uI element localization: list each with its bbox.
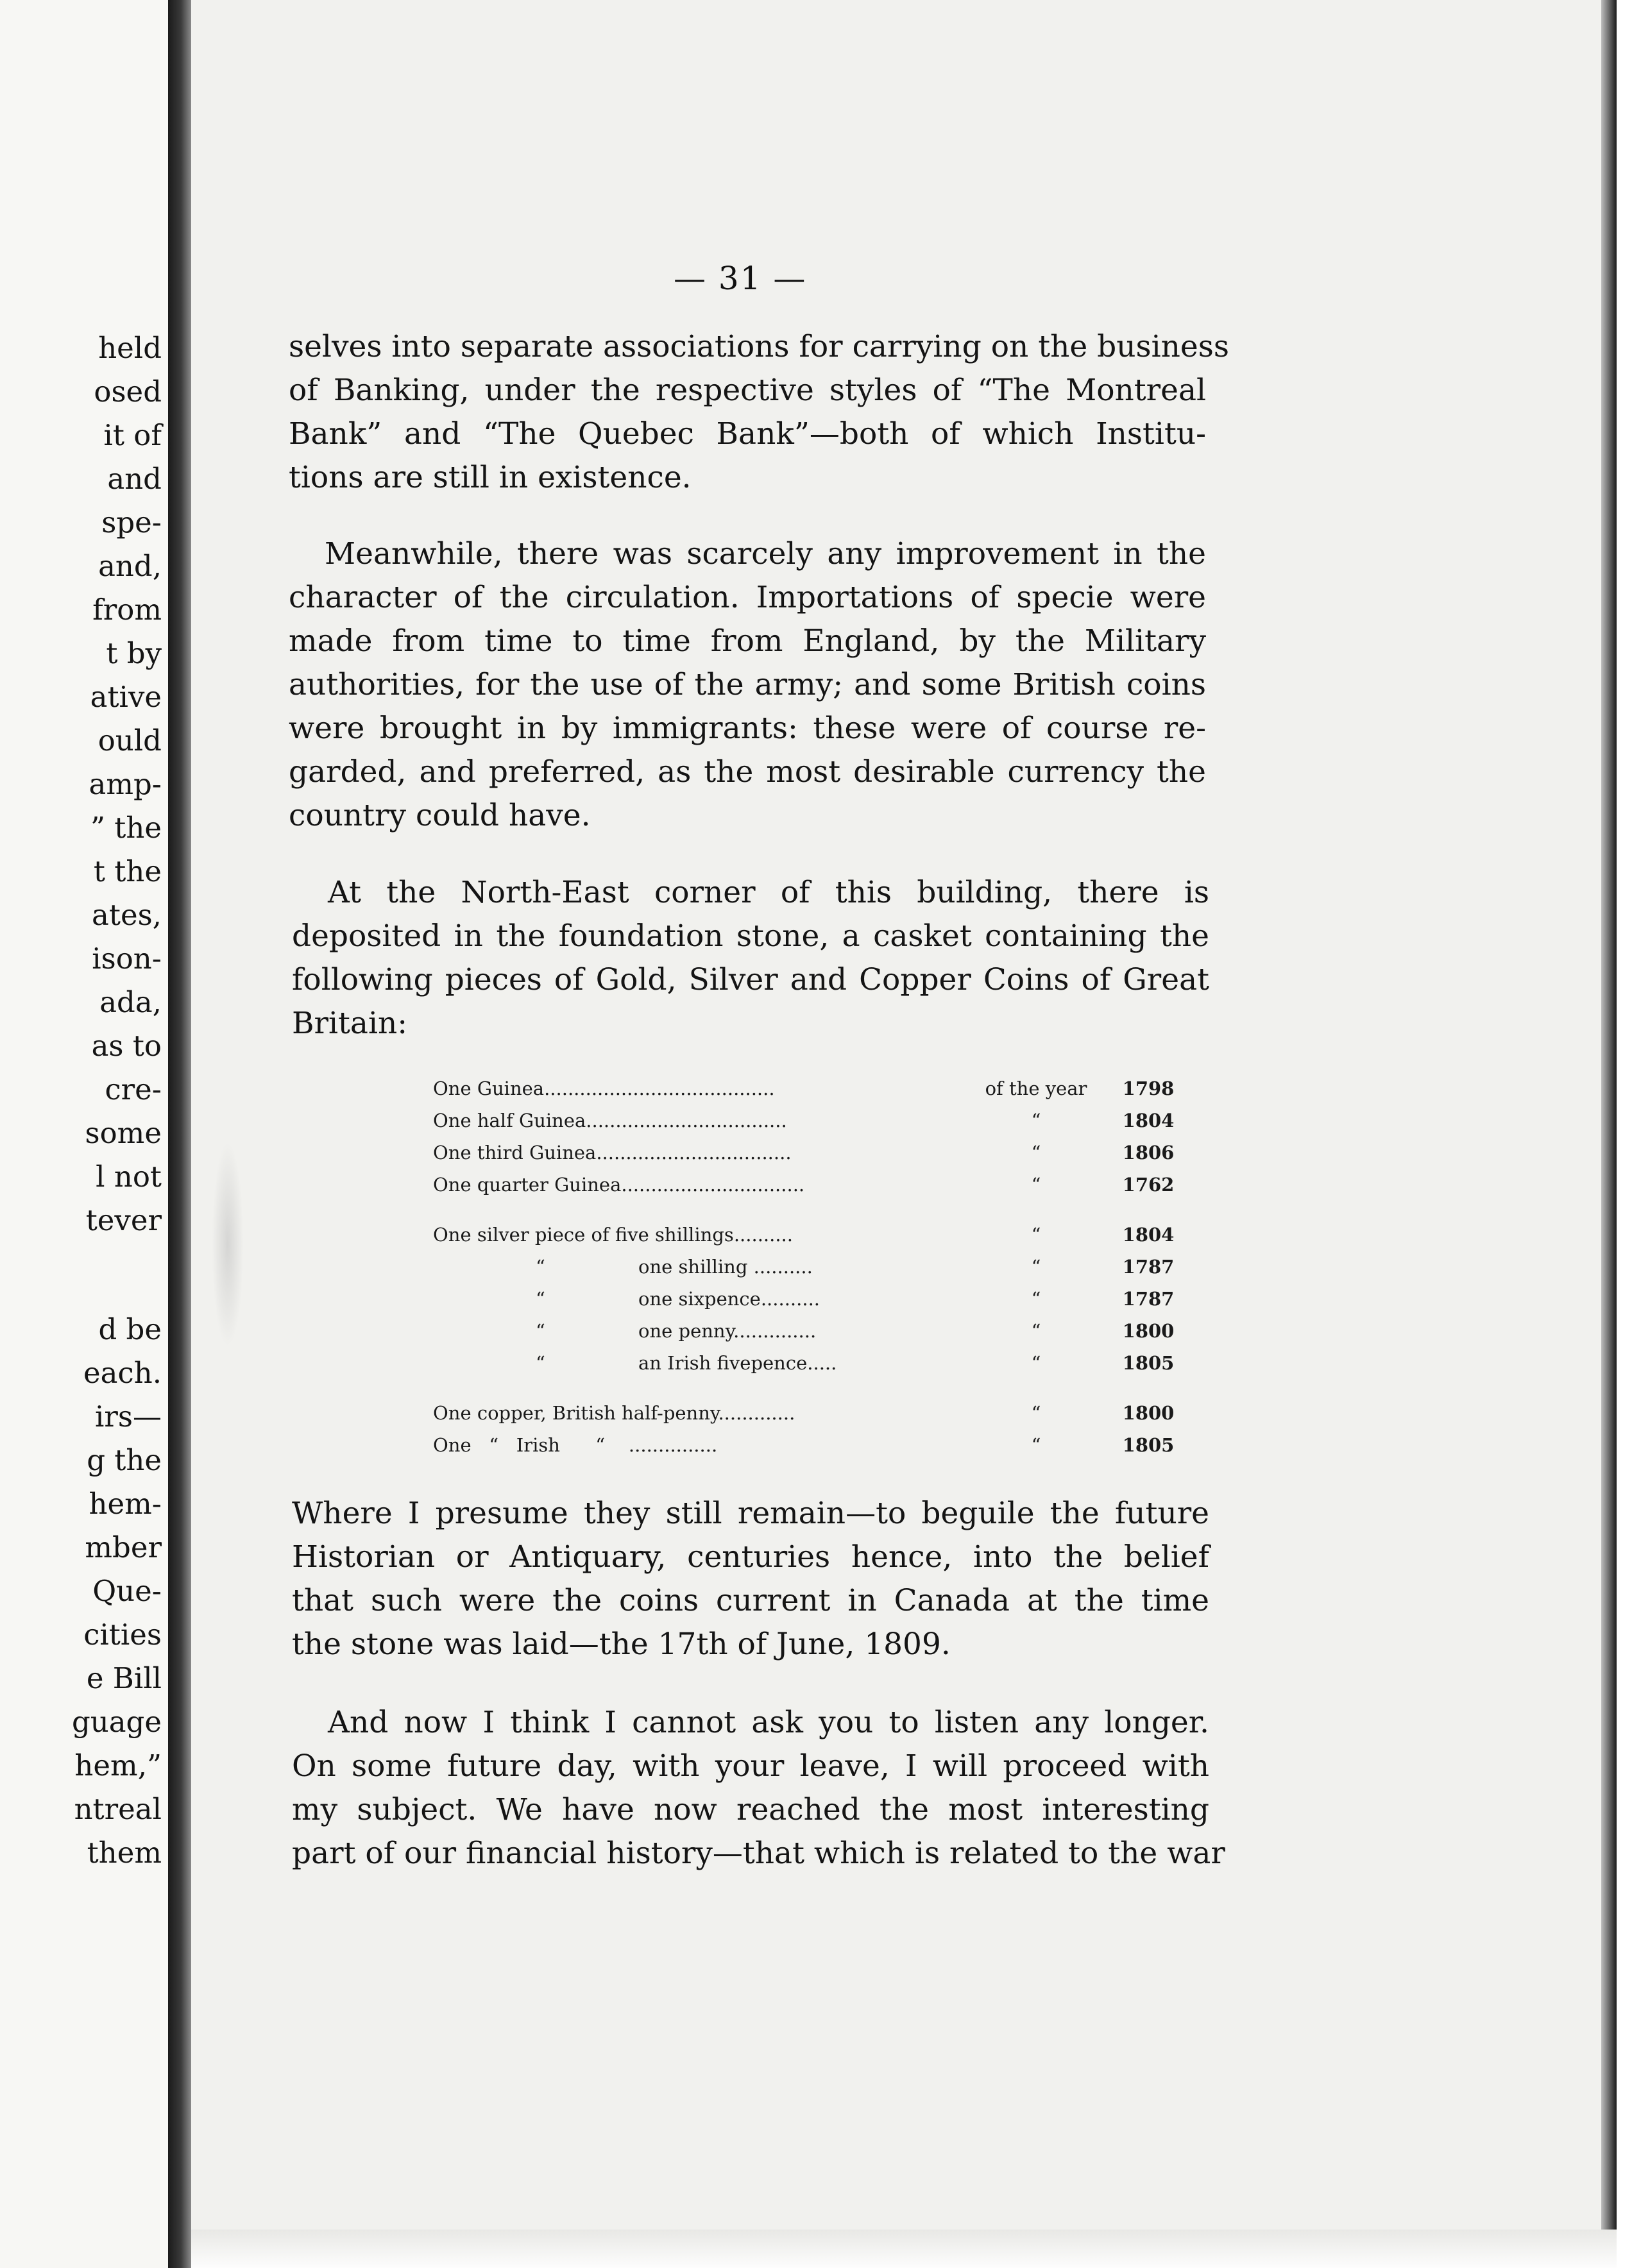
- left-fragment: ates,: [92, 898, 162, 932]
- left-fragment: Que-: [92, 1574, 162, 1608]
- coin-description: [433, 1347, 972, 1379]
- table-row: [433, 1315, 1196, 1347]
- text-line: following pieces of Gold, Silver and Copper Coins of Great: [292, 962, 1209, 997]
- text-line: selves into separate associations for carrying on the business: [289, 329, 1229, 364]
- coin-year: 1804: [1122, 1224, 1175, 1246]
- coin-year: 1804: [1122, 1110, 1175, 1131]
- left-fragment: and,: [98, 549, 162, 583]
- ditto-mark: “: [1031, 1434, 1041, 1456]
- text-line: of Banking, under the respective styles of “The Montreal: [289, 373, 1206, 408]
- coin-name: one shilling ..........: [638, 1256, 813, 1278]
- text-line: made from time to time from England, by the Military: [289, 623, 1206, 659]
- table-spacer: [433, 1201, 1196, 1219]
- coin-year: 1798: [1122, 1078, 1175, 1099]
- left-fragment: l not: [96, 1160, 162, 1194]
- ditto-mark: “: [1031, 1320, 1041, 1342]
- text-line: And now I think I cannot ask you to listen any longer.: [328, 1705, 1209, 1740]
- paragraph-1: [289, 325, 1229, 500]
- table-spacer: [433, 1379, 1196, 1397]
- coin-year: 1800: [1122, 1320, 1175, 1342]
- left-fragment: ison-: [92, 942, 162, 976]
- left-fragment: ” the: [90, 811, 162, 845]
- left-fragment: osed: [94, 375, 162, 409]
- coin-description: One copper, British half-penny.............: [433, 1402, 795, 1424]
- coin-description: [433, 1315, 972, 1347]
- text-line: Meanwhile, there was scarcely any improvement in the: [325, 536, 1206, 571]
- left-fragment: as to: [91, 1029, 162, 1063]
- left-fragment: ative: [90, 680, 162, 714]
- ditto-mark: “: [1031, 1256, 1041, 1278]
- ditto-mark: “: [536, 1256, 545, 1278]
- ditto-mark: “: [536, 1352, 545, 1374]
- left-fragment: held: [98, 331, 162, 365]
- table-row: [433, 1397, 1196, 1429]
- page-edge-shadow: [1601, 0, 1617, 2268]
- table-row: [433, 1219, 1196, 1251]
- ditto-mark: “: [1031, 1402, 1041, 1424]
- text-line: that such were the coins current in Canada at the time: [292, 1583, 1209, 1618]
- left-fragment: hem,”: [74, 1748, 162, 1782]
- text-line: tions are still in existence.: [289, 460, 692, 495]
- left-fragment: mber: [85, 1530, 162, 1564]
- coin-description: One silver piece of five shillings..........: [433, 1224, 793, 1246]
- left-fragment: ntreal: [74, 1792, 162, 1826]
- text-line: garded, and preferred, as the most desirable currency the: [289, 754, 1206, 790]
- left-fragment: each.: [83, 1356, 162, 1390]
- paragraph-5: [292, 1701, 1225, 1875]
- ditto-mark: “: [1031, 1142, 1041, 1164]
- paragraph-4: [292, 1492, 1209, 1666]
- left-fragment: from: [92, 593, 162, 627]
- text-line: Historian or Antiquary, centuries hence, into the belief: [292, 1539, 1209, 1575]
- coin-name: one sixpence..........: [638, 1288, 820, 1310]
- text-line: part of our financial history—that which is related to the war: [292, 1836, 1225, 1871]
- table-row: [433, 1104, 1196, 1137]
- table-row: [433, 1283, 1196, 1315]
- left-fragment: amp-: [89, 767, 162, 801]
- text-line: Britain:: [292, 1006, 408, 1041]
- left-fragment: cre-: [105, 1072, 162, 1106]
- ditto-mark: “: [1031, 1110, 1041, 1131]
- book-gutter: [168, 0, 191, 2268]
- ditto-mark: “: [1031, 1352, 1041, 1374]
- left-fragment: ada,: [99, 985, 162, 1019]
- text-line: Bank” and “The Quebec Bank”—both of which Institu-: [289, 416, 1206, 452]
- page-number: — 31 —: [674, 260, 807, 297]
- paragraph-2: [289, 532, 1206, 838]
- left-fragment: tever: [85, 1203, 162, 1237]
- left-fragment: irs—: [95, 1400, 162, 1434]
- left-fragment: spe-: [101, 505, 162, 539]
- ditto-mark: “: [1031, 1288, 1041, 1310]
- coin-description: [433, 1251, 972, 1283]
- left-fragment: guage: [71, 1705, 162, 1739]
- coin-description: One half Guinea..................................: [433, 1110, 787, 1131]
- coin-year: 1805: [1122, 1352, 1175, 1374]
- left-fragment: them: [87, 1836, 162, 1870]
- coin-year: 1787: [1122, 1288, 1175, 1310]
- text-line: character of the circulation. Importations of specie were: [289, 580, 1206, 615]
- coin-description: One Guinea.......................................: [433, 1078, 775, 1099]
- left-fragment: it of: [103, 418, 162, 452]
- coin-year: 1805: [1122, 1434, 1175, 1456]
- scan-smudge: [212, 1142, 244, 1347]
- text-line: were brought in by immigrants: these were of course re-: [289, 711, 1206, 746]
- page-bottom-edge: [191, 2230, 1617, 2268]
- ditto-mark: “: [536, 1288, 545, 1310]
- left-fragment: hem-: [89, 1487, 162, 1521]
- left-fragment: ould: [98, 724, 162, 757]
- text-line: At the North-East corner of this building, there is: [328, 875, 1209, 910]
- coin-description: [433, 1283, 972, 1315]
- left-fragment: g the: [87, 1443, 162, 1477]
- table-row: [433, 1347, 1196, 1379]
- text-line: my subject. We have now reached the most interesting: [292, 1792, 1209, 1827]
- table-row: [433, 1429, 1196, 1461]
- table-row: [433, 1137, 1196, 1169]
- left-fragment: t by: [106, 636, 162, 670]
- coin-name: one penny..............: [638, 1320, 817, 1342]
- coin-description: One quarter Guinea...............................: [433, 1174, 805, 1196]
- coin-year: 1800: [1122, 1402, 1175, 1424]
- coin-year-label: of the year: [985, 1078, 1087, 1099]
- coin-year: 1762: [1122, 1174, 1175, 1196]
- coin-year: 1787: [1122, 1256, 1175, 1278]
- ditto-mark: “: [1031, 1224, 1041, 1246]
- ditto-mark: “: [1031, 1174, 1041, 1196]
- table-row: [433, 1169, 1196, 1201]
- left-page-edge: [0, 0, 168, 2268]
- table-row: [433, 1251, 1196, 1283]
- text-line: Where I presume they still remain—to beguile the future: [292, 1496, 1209, 1531]
- coin-year: 1806: [1122, 1142, 1175, 1164]
- left-fragment: d be: [98, 1312, 162, 1346]
- left-fragment: some: [85, 1116, 162, 1150]
- ditto-mark: “: [536, 1320, 545, 1342]
- table-row: [433, 1072, 1196, 1104]
- coin-name: an Irish fivepence.....: [638, 1352, 837, 1374]
- text-line: authorities, for the use of the army; and some British coins: [289, 667, 1206, 702]
- text-line: country could have.: [289, 798, 591, 833]
- left-fragment: t the: [93, 854, 162, 888]
- paragraph-3: [292, 871, 1209, 1045]
- left-fragment: e Bill: [86, 1661, 162, 1695]
- left-fragment: and: [107, 462, 162, 496]
- coin-description: One third Guinea.................................: [433, 1142, 792, 1164]
- text-line: On some future day, with your leave, I will proceed with: [292, 1748, 1209, 1784]
- left-fragment: cities: [83, 1618, 162, 1652]
- text-line: deposited in the foundation stone, a casket containing the: [292, 918, 1209, 954]
- coin-list-table: [433, 1072, 1196, 1461]
- text-line: the stone was laid—the 17th of June, 1809.: [292, 1627, 951, 1662]
- coin-description: One “ Irish “ ...............: [433, 1434, 718, 1456]
